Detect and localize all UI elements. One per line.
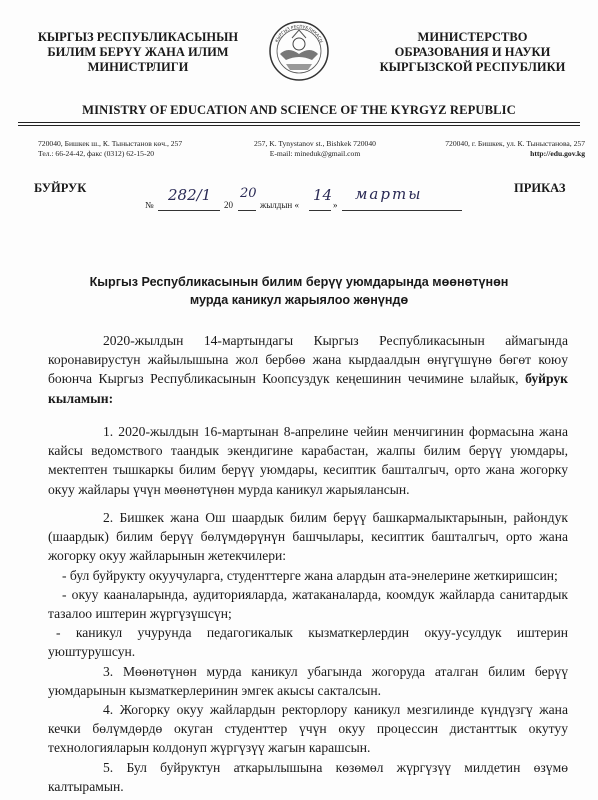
order-month: марты [355,185,423,203]
paragraph-1 [48,422,568,499]
paragraph-5-text: 5. Бул буйруктун аткарылышына көзөмөл жүргүзүү милдетин өзүмө калтырамын. [48,759,568,794]
paragraph-2a-text: - бул буйрукту окуучуларга, студенттерге жана алардын ата-энелерине жеткиришсин; [62,567,558,583]
header-kg-line: МИНИСТРЛИГИ [87,60,189,74]
address-line: http://edu.gov.kg [530,149,585,158]
order-day-suffix: » [333,200,338,210]
address-en [240,139,390,159]
paragraph-3-text: 3. Мөөнөтүнөн мурда каникул убагында жогоруда аталган билим берүү уюмдарынын кызматкерлеринин эмгек акысы сакталсын. [48,663,568,698]
order-year: 20 [240,186,257,201]
title-line: Кыргыз Республикасынын билим берүү уюмдарында мөөнөтүнөн [89,275,509,289]
header-kg [22,30,254,75]
header-kg-line: БИЛИМ БЕРҮҮ ЖАНА ИЛИМ [47,45,229,59]
order-label-ru: ПРИКАЗ [514,181,566,195]
paragraph-1-text: 1. 2020-жылдын 16-мартынан 8-апрелине чейин менчигинин формасына жана кайсы ведомствого таандык экендигине карабастан, жалпы билим берүү уюмдары, мектептен тышкаркы билим берүү уюмдары, кесиптик башталгыч, орто жана жогорку окуу жайлары үчүн мөөнөтүнөн мурда каникул жарыялансын. [48,424,568,497]
paragraph-2-text: 2. Бишкек жана Ош шаардык билим берүү башкармалыктарынын, райондук (шаардык) билим берүү бөлүмдөрүнүн башчылары, кесиптик башталгыч, орто жана жогорку окуу жайларынын жетекчилери: [48,510,568,564]
order-day: 14 [313,186,333,204]
header-ru-line: КЫРГЫЗСКОЙ РЕСПУБЛИКИ [379,60,566,74]
order-month-underline [342,210,462,211]
ministry-english-name: MINISTRY OF EDUCATION AND SCIENCE OF THE KYRGYZ REPUBLIC [82,103,516,117]
address-kg [38,139,228,159]
paragraph-2 [48,508,568,796]
document-title [40,273,558,309]
paragraph-2c-text: - каникул учурунда педагогикалык кызматкерлердин окуу-усулдук иштерин уюштурушсун. [48,625,568,660]
header-divider-thin [18,125,580,126]
order-number: 282/1 [168,186,212,204]
order-number-underline [158,210,220,211]
address-line: Тел.: 66-24-42, факс (0312) 62-15-20 [38,149,155,158]
order-label-kg: БУЙРУК [34,181,87,195]
header-divider [18,122,580,123]
address-ru [405,139,585,159]
header-ru [360,30,585,75]
intro-bold: буйрук кыламын: [48,371,568,406]
order-number-prefix: № [145,200,154,210]
order-year-underline [238,210,256,211]
address-line: 720040, Бишкек ш., К. Тыныстанов көч., 257 [38,139,183,148]
address-line: 257, K. Tynystanov st., Bishkek 720040 [254,139,376,148]
header-ru-line: ОБРАЗОВАНИЯ И НАУКИ [394,45,551,59]
header-kg-line: КЫРГЫЗ РЕСПУБЛИКАСЫНЫН [37,30,239,44]
order-year-prefix: 20 [224,200,233,210]
intro-paragraph [48,331,568,408]
svg-text:КЫРГЫЗ РЕСПУБЛИКАСЫ [274,24,324,44]
state-emblem-icon [268,20,330,82]
paragraph-2b-text: - окуу кааналарында, аудиторияларда, жатаканаларда, коомдук жайларда санитардык тазалоо иштерин жүргүзүшсүн; [48,586,568,622]
address-line: 720040, г. Бишкек, ул. К. Тыныстанова, 257 [445,139,585,148]
order-day-underline [309,210,331,211]
title-line: мурда каникул жарыялоо жөнүндө [189,293,409,307]
intro-text: 2020-жылдын 14-мартындагы Кыргыз Республикасынын аймагында коронавирустун жайылышына жол бербөө жана кырдаалдын өнүгүшүнө бөгөт коюу боюнча Кыргыз Республикасынын Коопсуздук кеңешинин чечимине ылайык, [48,333,568,387]
order-year-suffix: жылдын « [260,200,299,210]
address-line: E-mail: mineduk@gmail.com [269,149,361,158]
header-ru-line: МИНИСТЕРСТВО [417,30,528,44]
paragraph-4-text: 4. Жогорку окуу жайлардын ректорлору каникул мезгилинде күндүзгү жана кечки бөлүмдөрдө окуган студенттер үчүн окуу процессин дистанттык окутуу технологияларын колдонуп жүргүзүү жагын карашсын. [48,702,568,756]
emblem-text: КЫРГЫЗ РЕСПУБЛИКАСЫ [273,23,325,44]
